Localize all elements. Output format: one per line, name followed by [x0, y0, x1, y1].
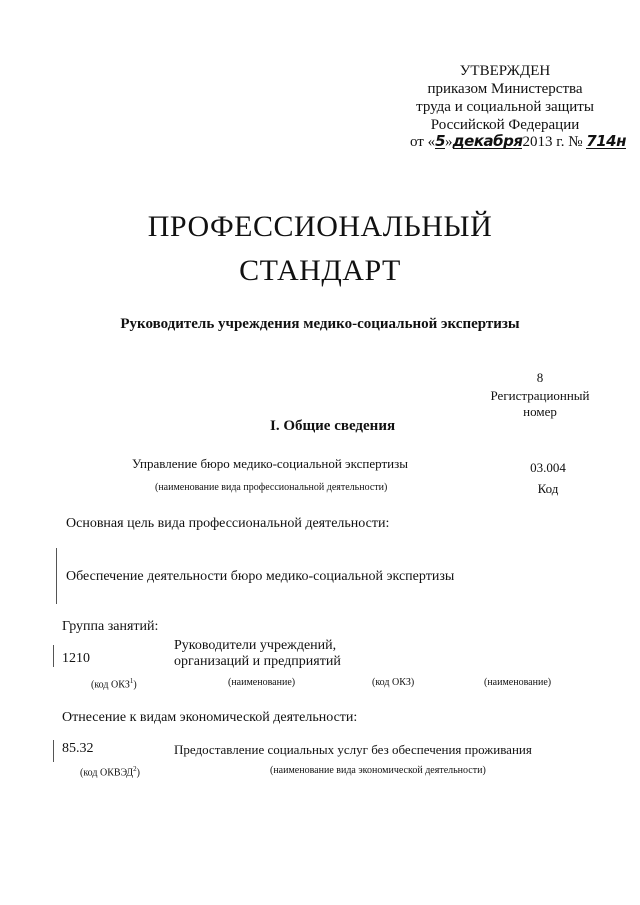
activity-code: 03.004	[530, 460, 566, 475]
group-table-border	[53, 645, 54, 667]
reg-label-line2: номер	[523, 404, 557, 419]
approval-date-line	[410, 134, 630, 151]
registration-number: 8	[536, 370, 544, 385]
goal-table-border	[56, 548, 57, 604]
approval-title: УТВЕРЖДЕН	[459, 63, 551, 79]
okved-name: Предоставление социальных услуг без обеспечения проживания	[174, 742, 532, 757]
date-prefix: от «	[410, 134, 436, 150]
order-number-handwritten: 714н	[586, 132, 626, 150]
registration-number-label	[470, 388, 610, 420]
okved-code: 85.32	[62, 741, 94, 756]
approval-ministry-line: труда и социальной защиты	[416, 99, 594, 115]
approval-block	[390, 62, 620, 134]
date-day-handwritten: 5	[435, 132, 446, 150]
goal-label: Основная цель вида профессиональной деятельности:	[66, 516, 390, 531]
okved-code-caption: (код ОКВЭД$^2$)	[80, 765, 140, 779]
date-mid: »	[445, 134, 453, 150]
date-month-handwritten: декабря	[452, 132, 523, 150]
section-title: I. Общие сведения	[270, 418, 396, 434]
okz-code: 1210	[62, 651, 90, 666]
document-title-line1: ПРОФЕССИОНАЛЬНЫЙ	[147, 210, 493, 243]
okved-name-caption: (наименование вида экономической деятельности)	[270, 765, 486, 776]
econ-label: Отнесение к видам экономической деятельности:	[62, 710, 358, 725]
okz-name-line1: Руководители учреждений,	[174, 638, 337, 653]
approval-country-line: Российской Федерации	[430, 117, 580, 133]
approval-order-line: приказом Министерства	[427, 81, 583, 97]
activity-name-caption: (наименование вида профессиональной деятельности)	[155, 482, 388, 493]
reg-label-line1: Регистрационный	[490, 388, 590, 403]
okz-code2-caption: (код ОКЗ)	[372, 677, 415, 688]
goal-text: Обеспечение деятельности бюро медико-социальной экспертизы	[66, 569, 455, 584]
date-year: 2013 г. №	[522, 134, 583, 150]
okz-name-line2: организаций и предприятий	[174, 654, 341, 669]
okz-name-caption: (наименование)	[228, 677, 296, 688]
activity-code-caption: Код	[537, 481, 559, 496]
okz-name2-caption: (наименование)	[484, 677, 552, 688]
activity-name: Управление бюро медико-социальной экспертизы	[132, 456, 408, 471]
okz-code-caption: (код ОКЗ$^1$)	[91, 677, 137, 691]
document-subtitle: Руководитель учреждения медико-социальной экспертизы	[120, 316, 520, 332]
document-title-line2: СТАНДАРТ	[239, 254, 401, 287]
group-label: Группа занятий:	[62, 619, 159, 634]
econ-table-border	[53, 740, 54, 762]
okz-name	[174, 638, 341, 670]
